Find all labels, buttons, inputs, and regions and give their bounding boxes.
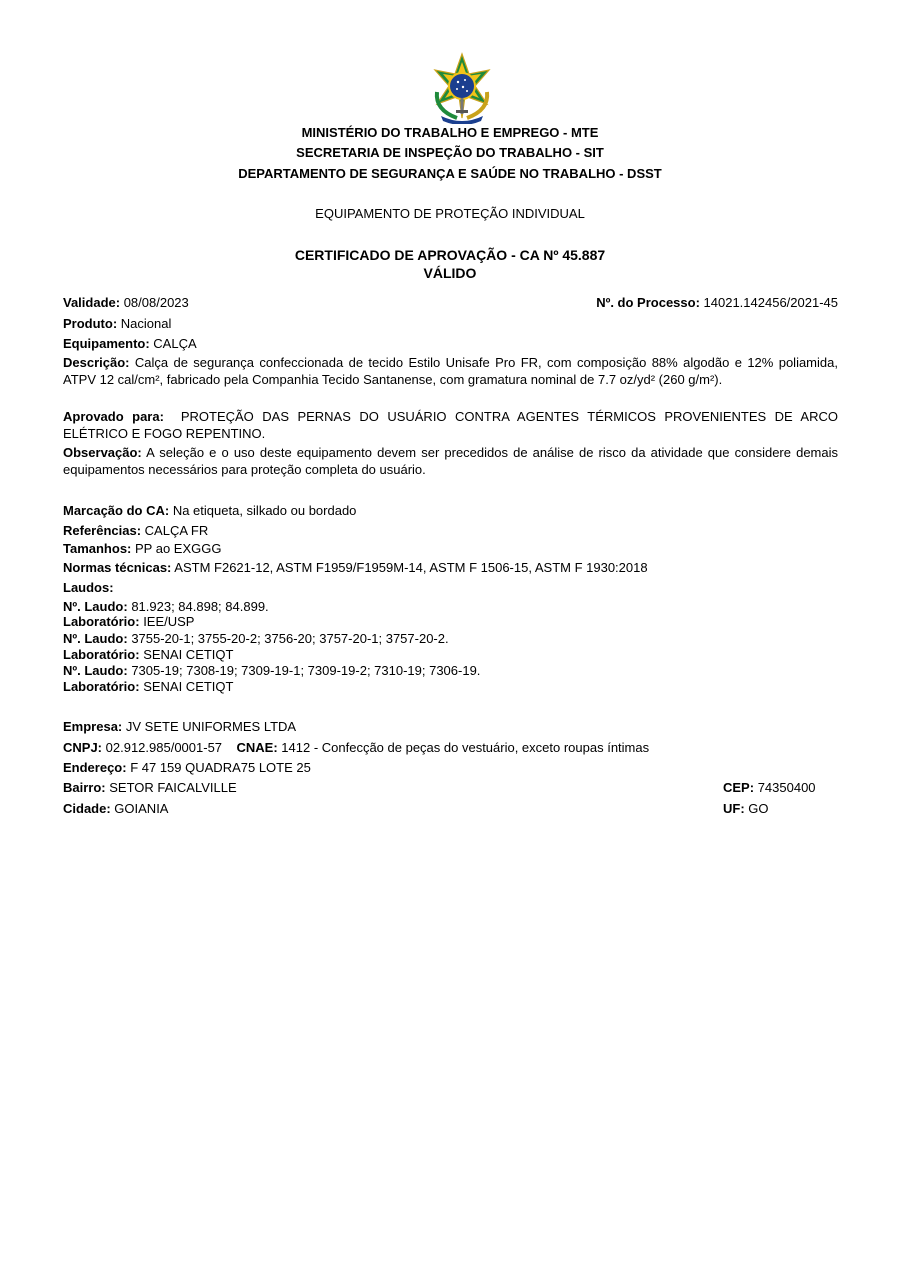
company-label: Empresa:: [63, 719, 123, 734]
ministry-title: MINISTÉRIO DO TRABALHO E EMPREGO - MTE: [301, 125, 599, 140]
equipment-row: [63, 336, 197, 351]
approved-for-row: [63, 408, 838, 442]
observation-row: [63, 444, 838, 478]
approved-for-label: Aprovado para:: [63, 409, 164, 424]
observation-label: Observação:: [63, 445, 142, 460]
certificate-title: CERTIFICADO DE APROVAÇÃO - CA Nº 45.887: [294, 247, 606, 263]
company-row: [63, 719, 296, 734]
uf-value: GO: [748, 801, 769, 816]
district-value: SETOR FAICALVILLE: [109, 780, 237, 795]
report-row: [63, 599, 269, 614]
certificate-status: VÁLIDO: [423, 265, 477, 281]
city-label: Cidade:: [63, 801, 111, 816]
lab-value: SENAI CETIQT: [143, 679, 234, 694]
lab-row: [63, 647, 233, 662]
district-label: Bairro:: [63, 780, 106, 795]
observation-value: A seleção e o uso deste equipamento devem ser precedidos de análise de risco da atividade que considere demais equipamentos necessários para proteção completa do usuário.: [63, 445, 838, 477]
lab-label: Laboratório:: [63, 614, 140, 629]
lab-row: [63, 679, 233, 694]
address-value: F 47 159 QUADRA75 LOTE 25: [130, 760, 311, 775]
product-value: Nacional: [120, 316, 172, 331]
approved-for-value: PROTEÇÃO DAS PERNAS DO USUÁRIO CONTRA AGENTES TÉRMICOS PROVENIENTES DE ARCO ELÉTRICO E FOGO REPENTINO.: [63, 409, 838, 441]
city-row: [63, 801, 168, 816]
product-row: [63, 316, 171, 331]
cep-label: CEP:: [723, 780, 755, 795]
validity-row: [63, 295, 189, 310]
process-label: Nº. do Processo:: [596, 295, 700, 310]
references-label: Referências:: [63, 523, 142, 538]
coat-of-arms-icon: [427, 52, 497, 124]
cnpj-cnae-row: [63, 740, 649, 755]
lab-value: IEE/USP: [143, 614, 195, 629]
sizes-value: PP ao EXGGG: [135, 541, 222, 556]
report-row: [63, 631, 449, 646]
report-label: Nº. Laudo:: [63, 631, 128, 646]
ca-marking-row: [63, 503, 356, 518]
secretariat-title: SECRETARIA DE INSPEÇÃO DO TRABALHO - SIT: [296, 145, 604, 160]
references-row: [63, 523, 208, 538]
process-value: 14021.142456/2021-45: [703, 295, 838, 310]
references-value: CALÇA FR: [144, 523, 209, 538]
ca-marking-label: Marcação do CA:: [63, 503, 170, 518]
equipment-value: CALÇA: [153, 336, 197, 351]
lab-label: Laboratório:: [63, 679, 140, 694]
address-row: [63, 760, 311, 775]
cnpj-label: CNPJ:: [63, 740, 103, 755]
lab-value: SENAI CETIQT: [143, 647, 234, 662]
lab-row: [63, 614, 194, 629]
sizes-label: Tamanhos:: [63, 541, 132, 556]
description-value: Calça de segurança confeccionada de tecido Estilo Unisafe Pro FR, com composição 88% algodão e 12% poliamida, ATPV 12 cal/cm², fabricado pela Companhia Tecido Santanense, com gramatura nominal de 7.7 oz/yd² (260 g/m²).: [63, 355, 838, 387]
standards-value: ASTM F2621-12, ASTM F1959/F1959M-14, ASTM F 1506-15, ASTM F 1930:2018: [174, 560, 648, 575]
validity-label: Validade:: [63, 295, 121, 310]
department-title: DEPARTAMENTO DE SEGURANÇA E SAÚDE NO TRABALHO - DSST: [238, 166, 662, 181]
cep-row: [723, 780, 816, 795]
standards-label: Normas técnicas:: [63, 560, 172, 575]
report-numbers: 7305-19; 7308-19; 7309-19-1; 7309-19-2; 7310-19; 7306-19.: [131, 663, 481, 678]
ca-marking-value: Na etiqueta, silkado ou bordado: [172, 503, 357, 518]
uf-row: [723, 801, 769, 816]
lab-label: Laboratório:: [63, 647, 140, 662]
district-row: [63, 780, 237, 795]
equipment-label: Equipamento:: [63, 336, 150, 351]
reports-heading: Laudos:: [63, 580, 114, 595]
report-numbers: 3755-20-1; 3755-20-2; 3756-20; 3757-20-1; 3757-20-2.: [131, 631, 449, 646]
city-value: GOIANIA: [114, 801, 169, 816]
category-title: EQUIPAMENTO DE PROTEÇÃO INDIVIDUAL: [315, 206, 585, 221]
address-label: Endereço:: [63, 760, 127, 775]
sizes-row: [63, 541, 221, 556]
cnae-value: 1412 - Confecção de peças do vestuário, exceto roupas íntimas: [281, 740, 650, 755]
description-label: Descrição:: [63, 355, 130, 370]
description-row: [63, 354, 838, 388]
cnae-label: CNAE:: [236, 740, 278, 755]
uf-label: UF:: [723, 801, 745, 816]
report-label: Nº. Laudo:: [63, 599, 128, 614]
cnpj-value: 02.912.985/0001-57: [105, 740, 223, 755]
process-row: [596, 295, 838, 310]
cep-value: 74350400: [757, 780, 816, 795]
report-numbers: 81.923; 84.898; 84.899.: [131, 599, 269, 614]
company-value: JV SETE UNIFORMES LTDA: [125, 719, 297, 734]
standards-row: [63, 560, 648, 575]
validity-value: 08/08/2023: [123, 295, 189, 310]
product-label: Produto:: [63, 316, 118, 331]
report-row: [63, 663, 480, 678]
report-label: Nº. Laudo:: [63, 663, 128, 678]
